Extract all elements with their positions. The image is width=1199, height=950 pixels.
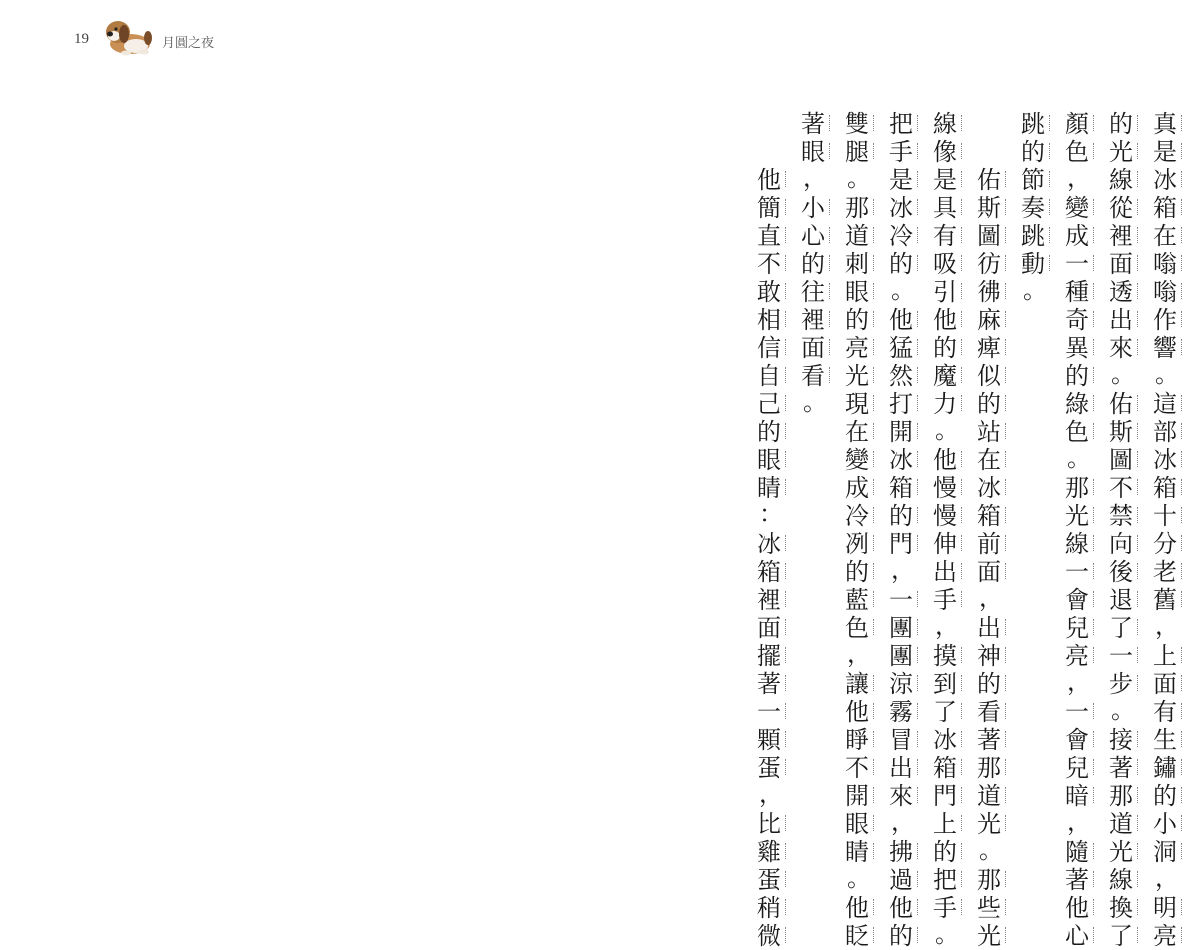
beagle-illustration <box>100 14 156 56</box>
page-number: 19 <box>74 31 89 47</box>
text-column: 把 手 是 冰 冷 的 。 他 猛 然 打 開 冰 箱 的 門 ， 一 團 團 涼 霧 冒 出 來 ， 拂 過 他 的 <box>887 110 931 950</box>
text-column: 線 像 是 具 有 吸 引 他 的 魔 力 。 他 慢 慢 伸 出 手 ， 摸 到 了 冰 箱 門 上 的 把 手 。 <box>931 110 975 950</box>
text-column: 雙 腿 。 那 道 刺 眼 的 亮 光 現 在 變 成 冷 冽 的 藍 色 ， 讓 他 睜 不 開 眼 睛 。 他 眨 <box>843 110 887 950</box>
text-column: 佑 斯 圖 彷 彿 麻 痺 似 的 站 在 冰 箱 前 面 ， 出 神 的 看 著 那 道 光 。 那 些 光 <box>975 110 1019 950</box>
text-column: 著 眼 ， 小 心 的 往 裡 面 看 。 <box>799 110 843 418</box>
running-title: 月圓之夜 <box>162 36 215 51</box>
text-column: 的 光 線 從 裡 面 透 出 來 。 佑 斯 圖 不 禁 向 後 退 了 一 步 。 接 著 那 道 光 線 換 了 <box>1107 110 1151 950</box>
text-column: 真 是 冰 箱 在 嗡 嗡 作 響 。 這 部 冰 箱 十 分 老 舊 ， 上 面 有 生 鏽 的 小 洞 ， 明 亮 <box>1151 110 1195 950</box>
text-column: 他 簡 直 不 敢 相 信 自 己 的 眼 睛 ： 冰 箱 裡 面 擺 著 一 顆 蛋 ， 比 雞 蛋 稍 微 <box>755 110 799 950</box>
text-column: 跳 的 節 奏 跳 動 。 <box>1019 110 1063 306</box>
text-column: 顏 色 ， 變 成 一 種 奇 異 的 綠 色 。 那 光 線 一 會 兒 亮 ， 一 會 兒 暗 ， 隨 著 他 心 <box>1063 110 1107 950</box>
